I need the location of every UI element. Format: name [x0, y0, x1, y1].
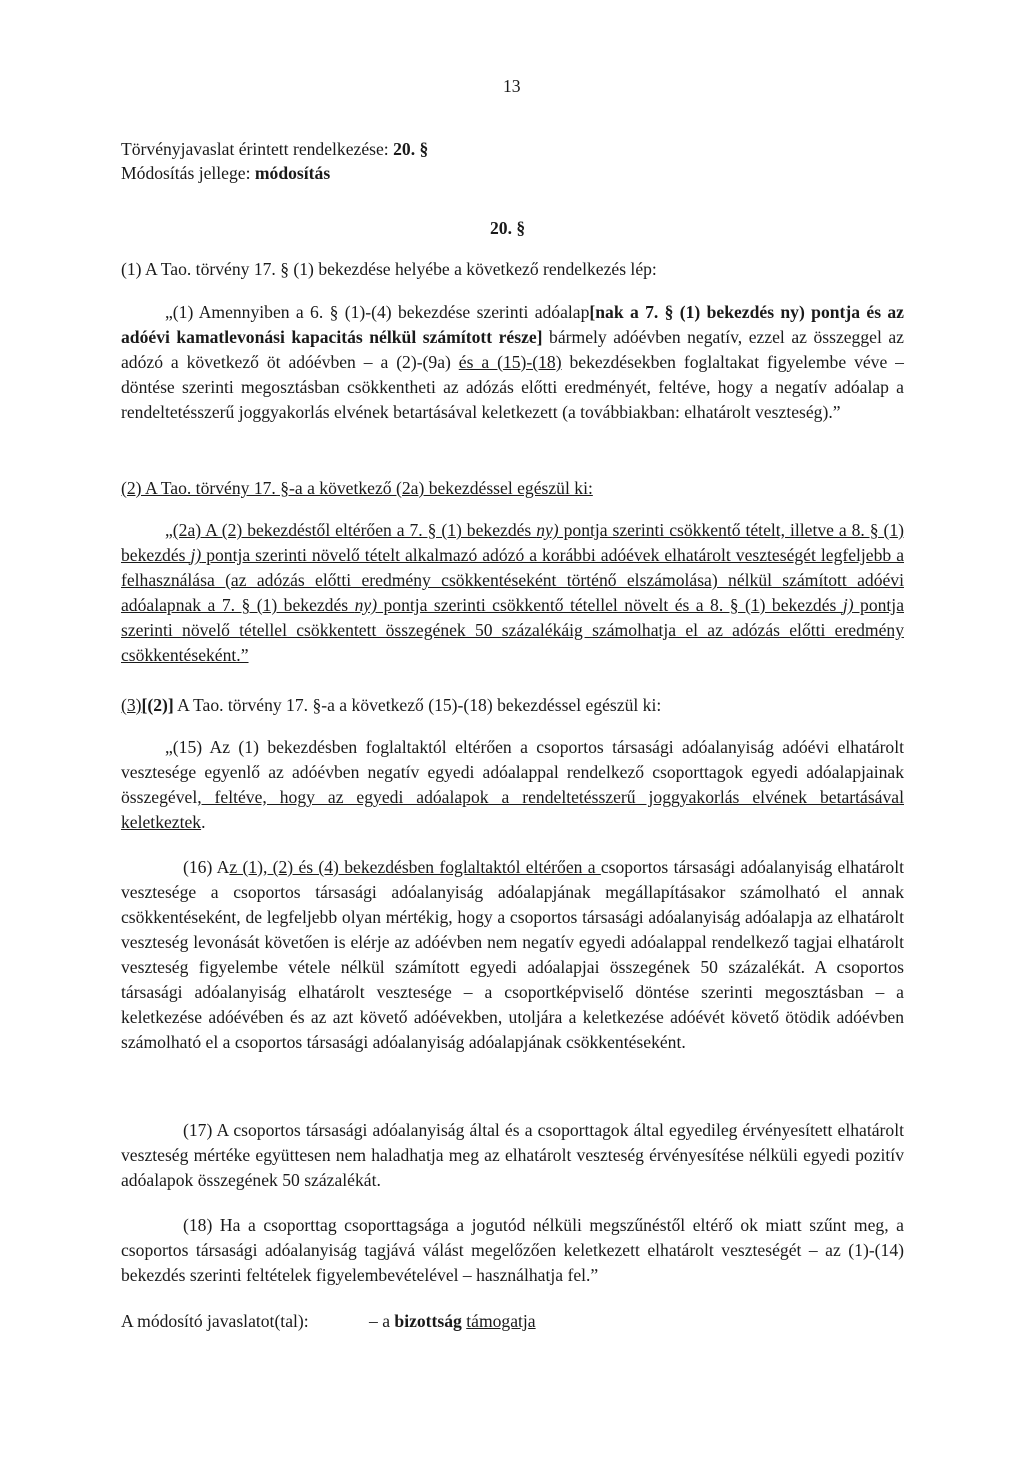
inserted-text: , feltéve, hogy az egyedi adóalapok a rendeltetésszerű joggyakorlás elvének betartásával keletkeztek [121, 787, 904, 832]
text-run: pontja szerinti csökkentő tétellel növelt és a 8. § (1) bekezdés [377, 595, 843, 615]
header-value: 20. § [393, 139, 429, 159]
quoted-paragraph-1 [121, 300, 904, 425]
text-run: bármely adóévben negatív, ezzel az összeggel az adózó a következő öt adóévben – a (2)-(9a) [121, 327, 904, 372]
quoted-paragraph-16 [121, 855, 904, 1055]
footer-label: A módosító javaslatot(tal): [121, 1311, 309, 1331]
text-run: . [201, 812, 206, 832]
committee-label: bizottság [394, 1311, 462, 1331]
header-label: Törvényjavaslat érintett rendelkezése: [121, 139, 394, 159]
text-run: ny) [536, 520, 559, 540]
paragraph-3 [121, 693, 661, 718]
footer-decision [369, 1309, 536, 1334]
text-run: „(15) Az (1) bekezdésben foglaltaktól eltérően a csoportos társasági adóalanyiság adóévi elhatárolt vesztesége egyenlő az adóévben negatív egyedi adóalappal rendelkező csoporttagok egyedi adóalapjainak összegével [121, 737, 904, 807]
text-run: (16) A [183, 857, 230, 877]
text-run: pontja szerinti növelő tételt alkalmazó adózó a korábbi adóévek elhatárolt veszteségét legfeljebb a felhasználása (az adózás előtti eredmény csökkentéseként történő elszámolása) nélkül számított adóévi adóalapnak a 7. § (1) bekezdés [121, 545, 905, 615]
text-run: ny) [354, 595, 378, 615]
inserted-text: (3) [121, 695, 142, 715]
text-run: csoportos társasági adóalanyiság elhatárolt vesztesége a csoportos társasági adóalanyiság adóalapjának megállapításakor számolható el annak csökkentéseként, de legfeljebb olyan mértékig, hogy a csoportos társasági adóalanyiság adóalapja az elhatárolt veszteség levonását követően is elérje az adóévben nem negatív egyedi adóalappal rendelkező tagjai elhatárolt veszteség figyelembe vétele nélkül számított egyedi adóalapjai összegének 50 százalékát. A csoportos társasági adóalanyiság elhatárolt vesztesége – a csoportképviselő döntése szerinti megosztásban – a keletkezése adóévében és az azt követő adóévekben, utoljára a keletkezése adóévét követő ötödik adóévben számolható el a csoportos társasági adóalanyiság adóalapjának csökkentéseként. [121, 857, 904, 1052]
paragraph-1: (1) A Tao. törvény 17. § (1) bekezdése helyébe a következő rendelkezés lép: [121, 259, 657, 279]
text-run: – a [369, 1311, 395, 1331]
text-run: „(2a) A (2) bekezdéstől eltérően a 7. § (1) bekezdés [165, 520, 537, 540]
deleted-text: [nak a 7. § (1) bekezdés ny) pontja és az adóévi kamatlevonási kapacitás nélkül számított része] [121, 302, 904, 347]
text-run: j) [842, 595, 854, 615]
header-label: Módosítás jellege: [121, 163, 255, 183]
text-run: „(1) Amennyiben a 6. § (1)-(4) bekezdése szerinti adóalap [165, 302, 590, 322]
text-run: A Tao. törvény 17. §-a a következő (15)-(18) bekezdéssel egészül ki: [173, 695, 662, 715]
deleted-text: [(2)] [141, 695, 174, 715]
paragraph-2: (2) A Tao. törvény 17. §-a a következő (2a) bekezdéssel egészül ki: [121, 478, 593, 498]
header-affected-provision [121, 137, 428, 162]
header-value: módosítás [254, 163, 331, 183]
quoted-paragraph-15 [121, 735, 904, 835]
quoted-paragraph-2a [121, 518, 904, 668]
text-run: j) [190, 545, 202, 565]
text-run: pontja szerinti csökkentő tételt, illetve a 8. § (1) bekezdés [121, 520, 904, 565]
text-run: bekezdésekben foglaltakat figyelembe véve – döntése szerinti megosztásban csökkentheti az adózás előtti eredményét, feltéve, hogy a negatív adóalap a rendeltetésszerű joggyakorlás elvének betartásával keletkezett (a továbbiakban: elhatárolt veszteség).” [121, 352, 904, 422]
quoted-paragraph-17: (17) A csoportos társasági adóalanyiság által és a csoporttagok által egyedileg érvényesített elhatárolt veszteség mértéke együttesen nem haladhatja meg az elhatárolt veszteség érvényesítése nélküli egyedi pozitív adóalapok összegének 50 százalékát. [121, 1120, 904, 1190]
inserted-text: z (1), (2) és (4) bekezdésben foglaltaktól eltérően a [229, 857, 601, 877]
quoted-paragraph-18: (18) Ha a csoporttag csoporttagsága a jogutód nélküli megszűnéstől eltérő ok miatt szűnt meg, a csoportos társasági adóalanyiság tagjává válást megelőzően keletkezett elhatárolt veszteségét – az (1)-(14) bekezdés szerinti feltételek figyelembevételével – használhatja fel.” [121, 1215, 904, 1285]
inserted-text: és a (15)-(18) [458, 352, 562, 372]
header-amendment-type [121, 161, 330, 186]
section-title: 20. § [490, 218, 526, 238]
text-run: pontja szerinti növelő tétellel csökkentett összegének 50 százalékáig számolhatja el az adózás előtti eredmény csökkentéseként.” [121, 595, 905, 665]
support-label: támogatja [466, 1311, 536, 1331]
page-number: 13 [503, 76, 521, 96]
